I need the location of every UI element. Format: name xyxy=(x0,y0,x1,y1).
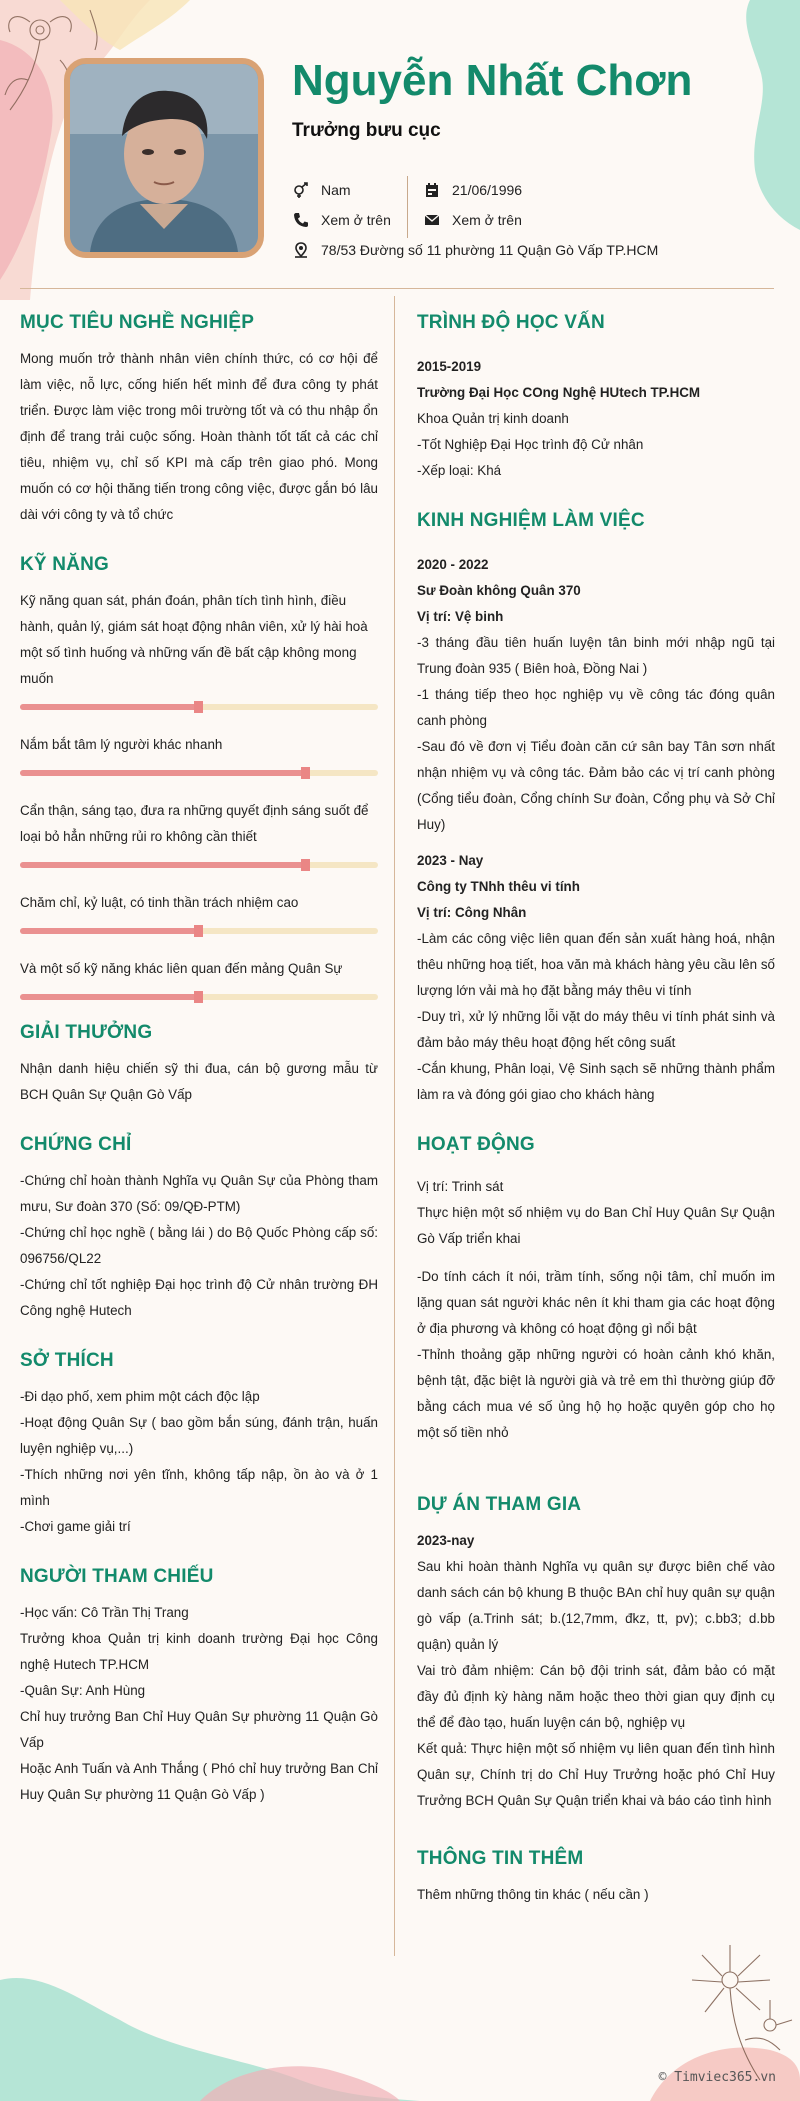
hobby-line: -Đi dạo phố, xem phim một cách độc lập xyxy=(20,1389,260,1404)
activity-line: -Do tính cách ít nói, trầm tính, sống nội tâm, chỉ muốn im lặng quan sát người khác nên ít khi tham gia các hoạt động ở địa phương và không có hoạt động gì nổi bật xyxy=(417,1269,775,1336)
email-row xyxy=(424,212,522,228)
bottom-left-watercolor-decoration xyxy=(0,1960,420,2101)
reference-line: Hoặc Anh Tuấn và Anh Thắng ( Phó chỉ huy trưởng Ban Chỉ Huy Quân Sự phường 11 Quận Gò Vấp ) xyxy=(20,1761,378,1802)
skill-item xyxy=(20,798,378,868)
skill-bar xyxy=(20,928,378,934)
skill-bar xyxy=(20,704,378,710)
certificate-line: -Chứng chỉ hoàn thành Nghĩa vụ Quân Sự của Phòng tham mưu, Sư đoàn 370 (Số: 09/QĐ-PTM) xyxy=(20,1173,378,1214)
address-row xyxy=(293,242,658,258)
skill-name: Kỹ năng quan sát, phán đoán, phân tích tình hình, điều hành, quản lý, giám sát hoạt động nhân viên, xử lý hài hoà một số tình huống và những vấn đề bất cập không mong muốn xyxy=(20,593,368,686)
objective-title: MỤC TIÊU NGHỀ NGHIỆP xyxy=(20,312,255,333)
education-school: Trường Đại Học COng Nghệ HUtech TP.HCM xyxy=(417,385,701,400)
skill-bar-knob xyxy=(194,701,203,713)
experience-item xyxy=(417,848,775,1108)
skill-name: Cẩn thận, sáng tạo, đưa ra những quyết định sáng suốt để loại bỏ hẳn những rủi ro không cần thiết xyxy=(20,803,369,844)
location-icon xyxy=(293,242,309,258)
experience-org: Sư Đoàn không Quân 370 xyxy=(417,583,581,598)
left-column xyxy=(20,300,378,1808)
header-separator xyxy=(20,288,774,289)
activity-desc: Thực hiện một số nhiệm vụ do Ban Chỉ Huy Quân Sự Quận Gò Vấp triển khai xyxy=(417,1205,775,1246)
reference-line: Chỉ huy trưởng Ban Chỉ Huy Quân Sự phường 11 Quận Gò Vấp xyxy=(20,1709,378,1750)
gender-value: Nam xyxy=(321,182,351,198)
skill-bar-fill xyxy=(20,928,199,934)
certificate-line: -Chứng chỉ tốt nghiệp Đại học trình độ Cử nhân trường ĐH Công nghệ Hutech xyxy=(20,1277,378,1318)
skill-item xyxy=(20,890,378,934)
phone-icon xyxy=(293,212,309,228)
experience-org: Công ty TNhh thêu vi tính xyxy=(417,879,580,894)
activity-line: -Thỉnh thoảng gặp những người có hoàn cảnh khó khăn, bệnh tật, đặc biệt là người già và trẻ em thì thường giúp đỡ bằng cách mua vé số ủng hộ họ hoặc quyên góp cho họ một số tiền nhỏ xyxy=(417,1347,775,1440)
address-value: 78/53 Đường số 11 phường 11 Quận Gò Vấp TP.HCM xyxy=(321,242,659,258)
experience-line: -3 tháng đầu tiên huấn luyện tân binh mới nhập ngũ tại Trung đoàn 935 ( Biên hoà, Đồng Nai ) xyxy=(417,635,775,676)
email-icon xyxy=(424,212,440,228)
projects-title: DỰ ÁN THAM GIA xyxy=(417,1494,582,1515)
project-period: 2023-nay xyxy=(417,1533,475,1548)
education-major: Khoa Quản trị kinh doanh xyxy=(417,411,569,426)
skill-name: Và một số kỹ năng khác liên quan đến mảng Quân Sự xyxy=(20,961,343,976)
skill-bar-fill xyxy=(20,994,199,1000)
education-title: TRÌNH ĐỘ HỌC VẤN xyxy=(417,312,605,333)
awards-title: GIẢI THƯỞNG xyxy=(20,1022,153,1043)
header-divider xyxy=(407,176,408,238)
hobbies-title: SỞ THÍCH xyxy=(20,1350,114,1371)
references-title: NGƯỜI THAM CHIẾU xyxy=(20,1566,214,1587)
skill-bar-fill xyxy=(20,862,306,868)
phone-value: Xem ở trên xyxy=(321,212,391,228)
skill-bar-fill xyxy=(20,704,199,710)
education-line: -Tốt Nghiệp Đại Học trình độ Cử nhân xyxy=(417,437,644,452)
certificates-title: CHỨNG CHỈ xyxy=(20,1134,132,1155)
reference-line: Trưởng khoa Quản trị kinh doanh trường Đại học Công nghệ Hutech TP.HCM xyxy=(20,1631,378,1672)
experience-line: -Sau đó về đơn vị Tiểu đoàn căn cứ sân bay Tân sơn nhất nhận nhiệm vụ và công tác. Đảm bảo các vị trí canh phòng (Cổng tiểu đoàn, Cổng chính Sư đoàn, Cổng phụ và Sở Chỉ Huy) xyxy=(417,739,775,832)
skill-item xyxy=(20,588,378,710)
skill-name: Chăm chỉ, kỷ luật, có tinh thần trách nhiệm cao xyxy=(20,895,299,910)
skill-bar-knob xyxy=(301,767,310,779)
experience-period: 2020 - 2022 xyxy=(417,557,489,572)
skill-bar-knob xyxy=(194,991,203,1003)
birthday-value: 21/06/1996 xyxy=(452,182,523,198)
awards-text: Nhận danh hiệu chiến sỹ thi đua, cán bộ gương mẫu từ BCH Quân Sự Quận Gò Vấp xyxy=(20,1061,378,1102)
skill-item xyxy=(20,732,378,776)
profile-photo xyxy=(64,58,264,258)
experience-title: KINH NGHIỆM LÀM VIỆC xyxy=(417,510,645,531)
project-line: Vai trò đảm nhiệm: Cán bộ đội trinh sát, đảm bảo có mặt đầy đủ định kỳ hàng năm hoặc theo thời gian quy định cụ thể để đào tạo, huấn luyện cán bộ, nghiệp vụ xyxy=(417,1663,775,1730)
skill-bar xyxy=(20,770,378,776)
objective-text: Mong muốn trở thành nhân viên chính thức, có cơ hội để làm việc, nỗ lực, cống hiến hết mình để đưa công ty phát triển. Được làm việc trong môi trường tốt và có thu nhập ổn định để trang trải cuộc sống. Hoàn thành tốt tất cả các chỉ tiêu, nhiệm vụ, chỉ số KPI mà cấp trên giao phó. Mong muốn có cơ hội thăng tiến trong công việc, được gắn bó lâu dài với công ty và tổ chức xyxy=(20,351,378,522)
hobby-line: -Chơi game giải trí xyxy=(20,1519,131,1534)
experience-role: Vị trí: Vệ binh xyxy=(417,609,504,624)
birthday-row xyxy=(424,182,522,198)
resume-header xyxy=(0,0,800,290)
skill-item xyxy=(20,956,378,1000)
column-separator xyxy=(394,296,395,1956)
project-line: Kết quả: Thực hiện một số nhiệm vụ liên quan đến tình hình Quân sự, Chính trị do Chỉ Huy Trưởng hoặc phó Chỉ Huy Trưởng BCH Quân Sự Quận triển khai và báo cáo tình hình xyxy=(417,1741,775,1808)
candidate-name: Nguyễn Nhất Chơn xyxy=(292,56,693,105)
right-column xyxy=(417,300,775,1908)
reference-line: -Quân Sự: Anh Hùng xyxy=(20,1683,146,1698)
certificate-line: -Chứng chỉ học nghề ( bằng lái ) do Bộ Quốc Phòng cấp số: 096756/QL22 xyxy=(20,1225,378,1266)
skills-title: KỸ NĂNG xyxy=(20,554,110,575)
gender-row xyxy=(293,182,351,198)
skill-bar xyxy=(20,994,378,1000)
hobby-line: -Hoạt động Quân Sự ( bao gồm bắn súng, đánh trận, huấn luyện nghiệp vụ,...) xyxy=(20,1415,378,1456)
skill-bar-knob xyxy=(194,925,203,937)
email-value: Xem ở trên xyxy=(452,212,522,228)
experience-period: 2023 - Nay xyxy=(417,853,484,868)
experience-line: -Làm các công việc liên quan đến sản xuất hàng hoá, nhận thêu những hoạ tiết, hoa văn mà khách hàng yêu cầu lên số lượng lớn vải mà họ đặt bằng máy thêu vi tính xyxy=(417,931,775,998)
extra-info-title: THÔNG TIN THÊM xyxy=(417,1848,584,1869)
candidate-job-title: Trưởng bưu cục xyxy=(292,120,441,141)
education-period: 2015-2019 xyxy=(417,359,482,374)
phone-row xyxy=(293,212,391,228)
skill-name: Nắm bắt tâm lý người khác nhanh xyxy=(20,737,223,752)
gender-icon xyxy=(293,182,309,198)
experience-role: Vị trí: Công Nhân xyxy=(417,905,527,920)
experience-item xyxy=(417,552,775,838)
extra-info-text: Thêm những thông tin khác ( nếu cần ) xyxy=(417,1887,649,1902)
experience-line: -Duy trì, xử lý những lỗi vặt do máy thêu vi tính phát sinh và đảm bảo máy thêu hoạt động hết công suất xyxy=(417,1009,775,1050)
activity-role: Vị trí: Trinh sát xyxy=(417,1179,504,1194)
activities-title: HOẠT ĐỘNG xyxy=(417,1134,535,1155)
project-line: Sau khi hoàn thành Nghĩa vụ quân sự được biên chế vào danh sách cán bộ khung B thuộc BAn chỉ huy quân sự quận gò vấp (a.Trinh sát; b.(12,7mm, đkz, tt, pv); c.bb3; d.bb quận) quản lý xyxy=(417,1559,775,1652)
experience-line: -1 tháng tiếp theo học nghiệp vụ về công tác đóng quân canh phòng xyxy=(417,687,775,728)
reference-line: -Học vấn: Cô Trần Thị Trang xyxy=(20,1605,189,1620)
education-line: -Xếp loại: Khá xyxy=(417,463,502,478)
experience-line: -Cắn khung, Phân loại, Vệ Sinh sạch sẽ những thành phẩm làm ra và đóng gói giao cho khách hàng xyxy=(417,1061,775,1102)
skill-bar-knob xyxy=(301,859,310,871)
calendar-icon xyxy=(424,182,440,198)
hobby-line: -Thích những nơi yên tĩnh, không tấp nập, ồn ào và ở 1 mình xyxy=(20,1467,378,1508)
skill-bar xyxy=(20,862,378,868)
copyright-text: © Timviec365.vn xyxy=(658,2070,776,2085)
skill-bar-fill xyxy=(20,770,306,776)
